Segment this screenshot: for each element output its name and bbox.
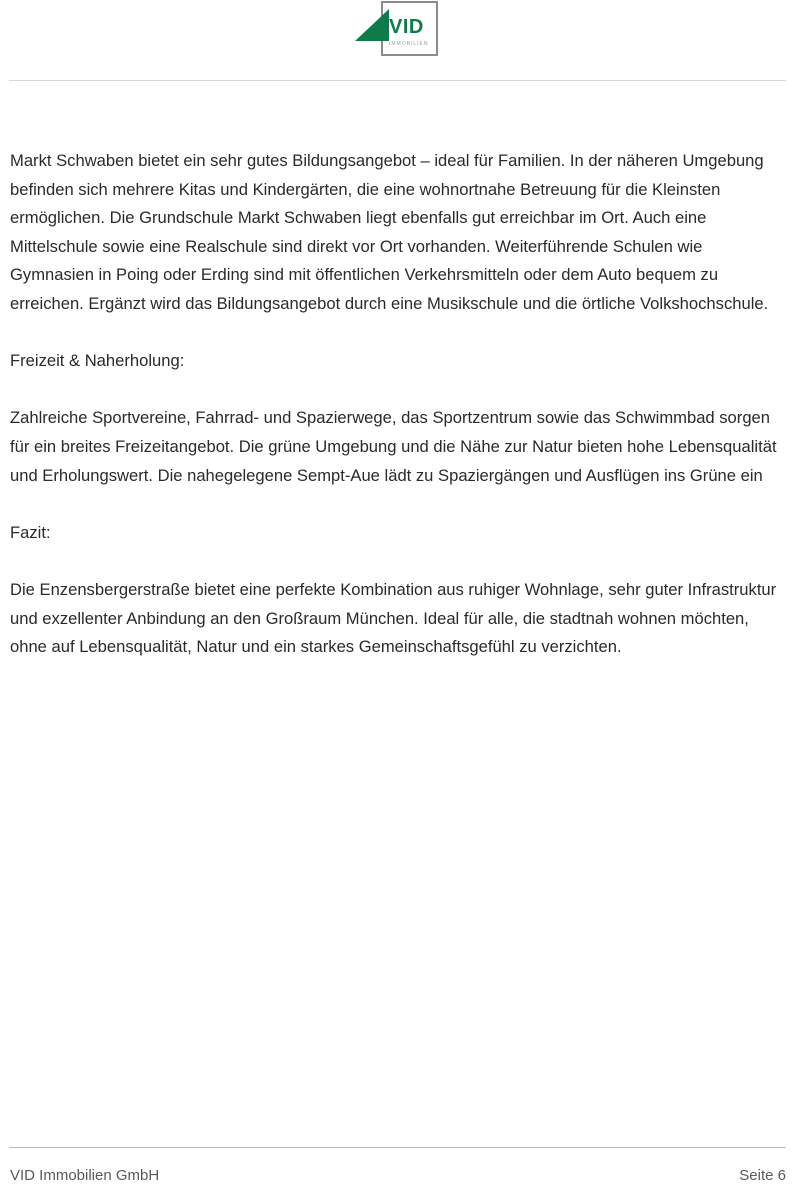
heading-leisure: Freizeit & Naherholung: xyxy=(10,351,185,371)
logo-subtext: IMMOBILIEN xyxy=(389,41,429,47)
document-body xyxy=(10,147,788,690)
logo-triangle-icon xyxy=(355,9,389,41)
footer-page-number: Seite 6 xyxy=(739,1167,786,1184)
footer-divider xyxy=(9,1147,786,1148)
page-header xyxy=(0,0,800,82)
company-logo xyxy=(355,0,441,60)
paragraph-conclusion: Die Enzensbergerstraße bietet eine perfekte Kombination aus ruhiger Wohnlage, sehr guter Infrastruktur und exzellenter Anbindung an den Großraum München. Ideal für alle, die stadtnah wohnen möchten, ohne auf Lebensqualität, Natur und ein starkes Gemeinschaftsgefühl zu verzichten. xyxy=(10,579,777,657)
heading-conclusion: Fazit: xyxy=(10,522,51,542)
header-divider xyxy=(9,80,786,81)
logo-wordmark: VID xyxy=(389,16,424,38)
footer-company: VID Immobilien GmbH xyxy=(10,1167,160,1184)
paragraph-education: Markt Schwaben bietet ein sehr gutes Bildungsangebot – ideal für Familien. In der näheren Umgebung befinden sich mehrere Kitas und Kindergärten, die eine wohnortnahe Betreuung für die Kleinsten ermöglichen. Die Grundschule Markt Schwaben liegt ebenfalls gut erreichbar im Ort. Auch eine Mittelschule sowie eine Realschule sind direkt vor Ort vorhanden. Weiterführende Schulen wie Gymnasien in Poing oder Erding sind mit öffentlichen Verkehrsmitteln oder dem Auto bequem zu erreichen. Ergänzt wird das Bildungsangebot durch eine Musikschule und die örtliche Volkshochschule. xyxy=(10,151,769,313)
paragraph-leisure: Zahlreiche Sportvereine, Fahrrad- und Spazierwege, das Sportzentrum sowie das Schwimmbad sorgen für ein breites Freizeitangebot. Die grüne Umgebung und die Nähe zur Natur bieten hohe Lebensqualität und Erholungswert. Die nahegelegene Sempt-Aue lädt zu Spaziergängen und Ausflügen ins Grüne ein xyxy=(10,408,777,485)
